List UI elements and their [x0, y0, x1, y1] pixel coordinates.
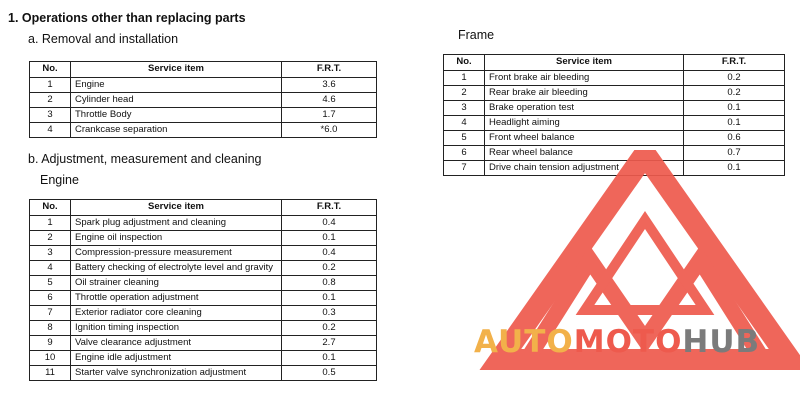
row-service-item: Engine	[71, 78, 282, 93]
subsection-a-title: a. Removal and installation	[28, 32, 179, 46]
row-service-item: Rear wheel balance	[485, 146, 684, 161]
table-row	[444, 101, 785, 116]
header-frt: F.R.T.	[282, 62, 377, 78]
header-no: No.	[30, 200, 71, 216]
header-service-item: Service item	[71, 62, 282, 78]
row-frt-value: 0.1	[282, 291, 377, 306]
row-service-item: Headlight aiming	[485, 116, 684, 131]
row-service-item: Engine idle adjustment	[71, 351, 282, 366]
row-service-item: Brake operation test	[485, 101, 684, 116]
row-service-item: Battery checking of electrolyte level and gravity	[71, 261, 282, 276]
removal-table-body	[30, 78, 377, 138]
row-frt-value: 1.7	[282, 108, 377, 123]
table-row	[30, 231, 377, 246]
row-frt-value: 0.7	[684, 146, 785, 161]
table-row	[444, 146, 785, 161]
row-number: 4	[30, 261, 71, 276]
row-frt-value: 0.8	[282, 276, 377, 291]
row-service-item: Engine oil inspection	[71, 231, 282, 246]
table-row	[30, 276, 377, 291]
watermark-part-2: MOTO	[573, 324, 683, 360]
row-service-item: Cylinder head	[71, 93, 282, 108]
row-service-item: Ignition timing inspection	[71, 321, 282, 336]
row-number: 1	[444, 71, 485, 86]
table-row	[30, 108, 377, 123]
watermark-part-1: AUTO	[474, 324, 574, 360]
row-frt-value: 0.1	[684, 101, 785, 116]
engine-label: Engine	[40, 173, 79, 187]
table-header-row	[30, 62, 377, 78]
header-no: No.	[444, 55, 485, 71]
row-number: 5	[30, 276, 71, 291]
row-frt-value: 0.3	[282, 306, 377, 321]
row-frt-value: 0.4	[282, 246, 377, 261]
row-service-item: Front brake air bleeding	[485, 71, 684, 86]
row-number: 1	[30, 216, 71, 231]
table-row	[30, 336, 377, 351]
table-row	[30, 291, 377, 306]
row-service-item: Oil strainer cleaning	[71, 276, 282, 291]
row-frt-value: 0.1	[684, 161, 785, 176]
table-row	[444, 161, 785, 176]
section-title: 1. Operations other than replacing parts	[8, 11, 246, 25]
row-number: 5	[444, 131, 485, 146]
table-row	[444, 131, 785, 146]
subsection-b-title: b. Adjustment, measurement and cleaning	[28, 152, 262, 166]
watermark-text	[474, 324, 760, 360]
row-service-item: Throttle Body	[71, 108, 282, 123]
row-frt-value: 0.1	[282, 231, 377, 246]
table-row	[30, 246, 377, 261]
row-number: 6	[30, 291, 71, 306]
table-header-row	[444, 55, 785, 71]
row-frt-value: 0.2	[282, 321, 377, 336]
row-frt-value: 0.2	[282, 261, 377, 276]
row-service-item: Exterior radiator core cleaning	[71, 306, 282, 321]
watermark-part-3: HUB	[682, 324, 761, 360]
row-number: 6	[444, 146, 485, 161]
table-row	[30, 366, 377, 381]
row-number: 2	[30, 93, 71, 108]
row-frt-value: 0.1	[684, 116, 785, 131]
row-service-item: Spark plug adjustment and cleaning	[71, 216, 282, 231]
engine-table	[29, 199, 377, 381]
row-number: 7	[30, 306, 71, 321]
row-number: 2	[444, 86, 485, 101]
table-row	[444, 86, 785, 101]
row-frt-value: 2.7	[282, 336, 377, 351]
row-number: 2	[30, 231, 71, 246]
row-frt-value: 0.2	[684, 71, 785, 86]
header-service-item: Service item	[485, 55, 684, 71]
row-number: 10	[30, 351, 71, 366]
table-row	[30, 321, 377, 336]
row-number: 3	[444, 101, 485, 116]
row-frt-value: 0.6	[684, 131, 785, 146]
row-frt-value: 0.1	[282, 351, 377, 366]
row-frt-value: 0.2	[684, 86, 785, 101]
header-no: No.	[30, 62, 71, 78]
row-service-item: Rear brake air bleeding	[485, 86, 684, 101]
row-frt-value: *6.0	[282, 123, 377, 138]
row-frt-value: 3.6	[282, 78, 377, 93]
table-row	[30, 123, 377, 138]
engine-table-body	[30, 216, 377, 381]
table-row	[30, 78, 377, 93]
header-frt: F.R.T.	[684, 55, 785, 71]
table-row	[30, 351, 377, 366]
row-service-item: Starter valve synchronization adjustment	[71, 366, 282, 381]
row-service-item: Drive chain tension adjustment	[485, 161, 684, 176]
row-service-item: Valve clearance adjustment	[71, 336, 282, 351]
row-number: 1	[30, 78, 71, 93]
row-frt-value: 4.6	[282, 93, 377, 108]
table-row	[444, 116, 785, 131]
frame-table-body	[444, 71, 785, 176]
row-number: 8	[30, 321, 71, 336]
row-frt-value: 0.5	[282, 366, 377, 381]
row-number: 3	[30, 246, 71, 261]
table-row	[30, 306, 377, 321]
header-service-item: Service item	[71, 200, 282, 216]
row-number: 9	[30, 336, 71, 351]
row-number: 4	[444, 116, 485, 131]
row-number: 11	[30, 366, 71, 381]
frame-label: Frame	[458, 28, 495, 42]
header-frt: F.R.T.	[282, 200, 377, 216]
row-frt-value: 0.4	[282, 216, 377, 231]
frame-table	[443, 54, 785, 176]
row-number: 3	[30, 108, 71, 123]
table-row	[444, 71, 785, 86]
removal-table	[29, 61, 377, 138]
row-service-item: Front wheel balance	[485, 131, 684, 146]
table-header-row	[30, 200, 377, 216]
table-row	[30, 216, 377, 231]
row-service-item: Throttle operation adjustment	[71, 291, 282, 306]
table-row	[30, 93, 377, 108]
row-number: 7	[444, 161, 485, 176]
row-service-item: Crankcase separation	[71, 123, 282, 138]
table-row	[30, 261, 377, 276]
row-number: 4	[30, 123, 71, 138]
row-service-item: Compression-pressure measurement	[71, 246, 282, 261]
